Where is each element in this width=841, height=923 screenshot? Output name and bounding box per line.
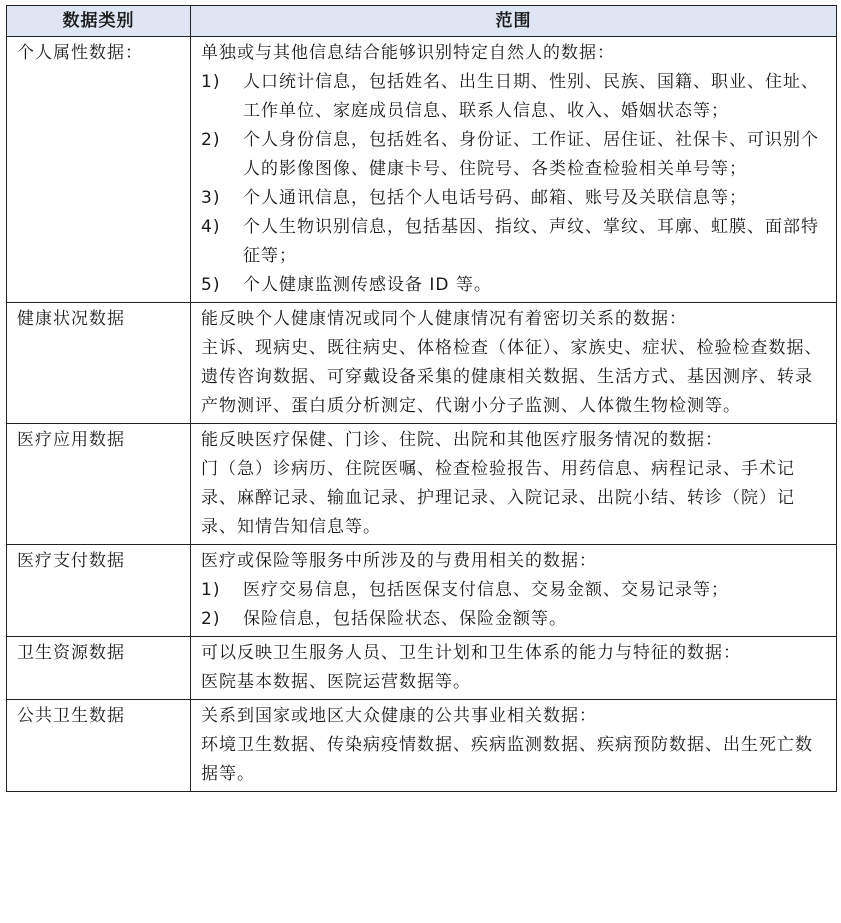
- range-intro: 医疗或保险等服务中所涉及的与费用相关的数据：: [201, 551, 597, 571]
- list-item: [201, 126, 830, 184]
- list-item-number: 2): [201, 130, 221, 150]
- list-item-text: 人口统计信息，包括姓名、出生日期、性别、民族、国籍、职业、住址、工作单位、家庭成员信息、联系人信息、收入、婚姻状态等；: [243, 72, 819, 121]
- list-item-text: 保险信息，包括保险状态、保险金额等。: [243, 609, 567, 629]
- list-item-text: 医疗交易信息，包括医保支付信息、交易金额、交易记录等；: [243, 580, 729, 600]
- list-item: [201, 184, 830, 213]
- list-item: [201, 576, 830, 605]
- list-item-text: 个人生物识别信息，包括基因、指纹、声纹、掌纹、耳廓、虹膜、面部特征等；: [243, 217, 819, 266]
- table-row: [7, 700, 837, 792]
- category-cell: 医疗支付数据: [7, 545, 191, 637]
- category-cell: 公共卫生数据: [7, 700, 191, 792]
- range-body: 环境卫生数据、传染病疫情数据、疾病监测数据、疾病预防数据、出生死亡数据等。: [201, 735, 813, 784]
- header-range: 范围: [191, 6, 837, 37]
- range-cell: [191, 700, 837, 792]
- table-header-row: [7, 6, 837, 37]
- list-item: [201, 271, 830, 300]
- list-item-number: 3): [201, 188, 221, 208]
- list-item: [201, 68, 830, 126]
- header-category: 数据类别: [7, 6, 191, 37]
- category-cell: 卫生资源数据: [7, 637, 191, 700]
- range-intro: 可以反映卫生服务人员、卫生计划和卫生体系的能力与特征的数据：: [201, 643, 741, 663]
- range-intro: 关系到国家或地区大众健康的公共事业相关数据：: [201, 706, 597, 726]
- range-body: 主诉、现病史、既往病史、体格检查（体征）、家族史、症状、检验检查数据、遗传咨询数据、可穿戴设备采集的健康相关数据、生活方式、基因测序、转录产物测评、蛋白质分析测定、代谢小分子监测、人体微生物检测等。: [201, 338, 823, 416]
- list-item-number: 5): [201, 275, 221, 295]
- range-intro: 单独或与其他信息结合能够识别特定自然人的数据：: [201, 43, 615, 63]
- list-item-text: 个人健康监测传感设备 ID 等。: [243, 275, 492, 295]
- range-intro: 能反映个人健康情况或同个人健康情况有着密切关系的数据：: [201, 309, 687, 329]
- range-cell: [191, 424, 837, 545]
- list-item-number: 2): [201, 609, 221, 629]
- list-item: [201, 605, 830, 634]
- data-category-table: [6, 5, 837, 792]
- range-cell: [191, 545, 837, 637]
- range-cell: [191, 37, 837, 303]
- range-cell: [191, 637, 837, 700]
- list-item-number: 1): [201, 580, 221, 600]
- range-intro: 能反映医疗保健、门诊、住院、出院和其他医疗服务情况的数据：: [201, 430, 723, 450]
- category-cell: 医疗应用数据: [7, 424, 191, 545]
- list-item-number: 1): [201, 72, 221, 92]
- list-item-text: 个人通讯信息，包括个人电话号码、邮箱、账号及关联信息等；: [243, 188, 747, 208]
- table-row: [7, 545, 837, 637]
- range-body: 医院基本数据、医院运营数据等。: [201, 672, 471, 692]
- table-row: [7, 303, 837, 424]
- table-row: [7, 637, 837, 700]
- list-item: [201, 213, 830, 271]
- list-item-text: 个人身份信息，包括姓名、身份证、工作证、居住证、社保卡、可识别个人的影像图像、健康卡号、住院号、各类检查检验相关单号等；: [243, 130, 819, 179]
- range-body: 门（急）诊病历、住院医嘱、检查检验报告、用药信息、病程记录、手术记录、麻醉记录、输血记录、护理记录、入院记录、出院小结、转诊（院）记录、知情告知信息等。: [201, 459, 795, 537]
- range-cell: [191, 303, 837, 424]
- table-row: [7, 424, 837, 545]
- category-cell: 健康状况数据: [7, 303, 191, 424]
- table-row: [7, 37, 837, 303]
- list-item-number: 4): [201, 217, 221, 237]
- category-cell: 个人属性数据：: [7, 37, 191, 303]
